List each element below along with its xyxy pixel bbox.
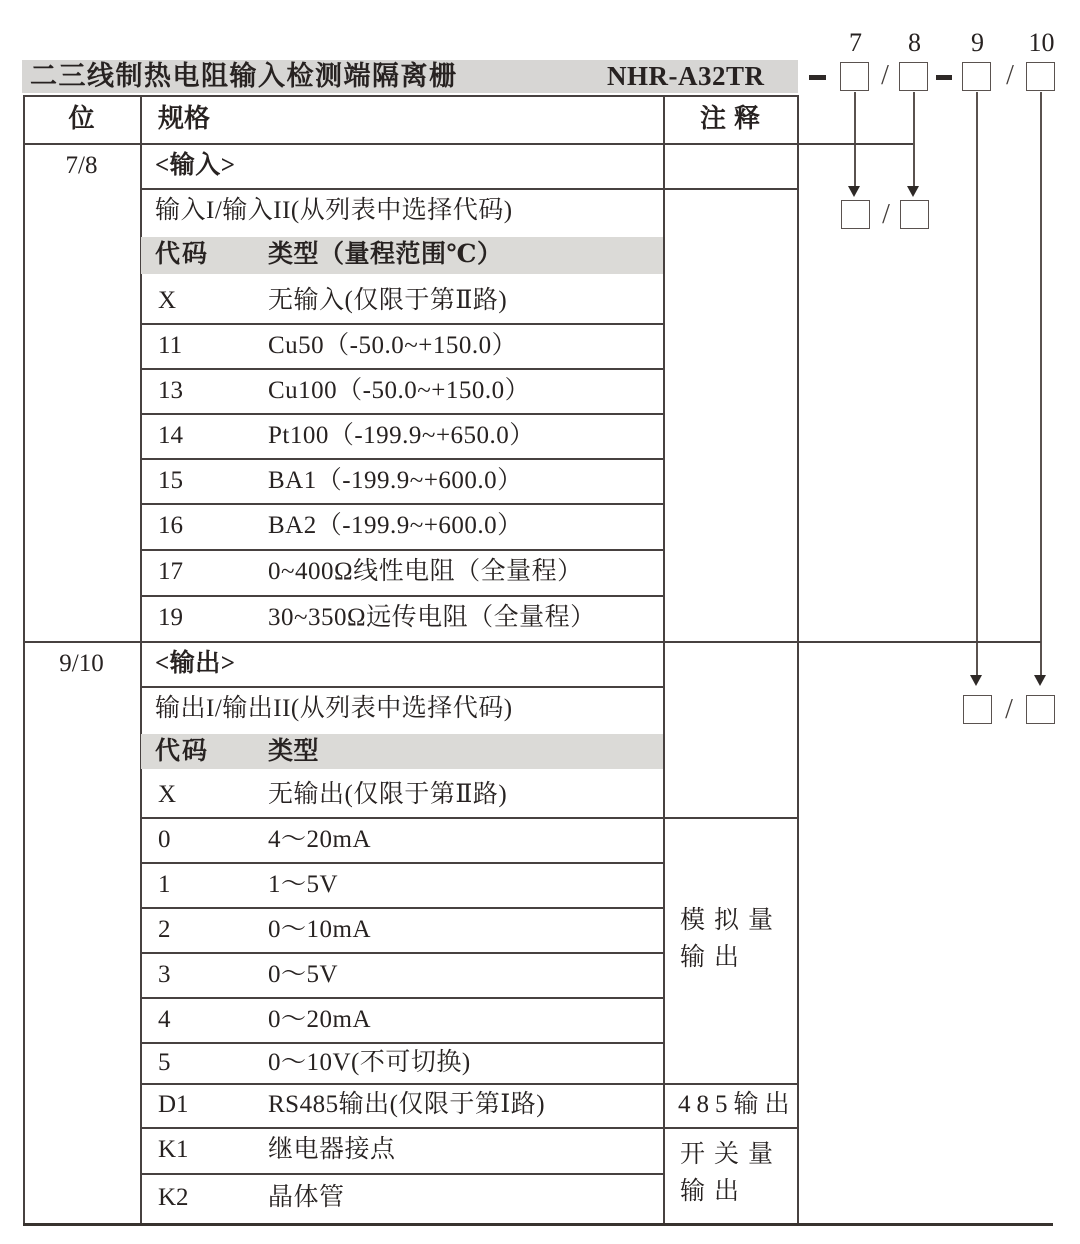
table-row xyxy=(140,1042,663,1083)
note-analog-output xyxy=(680,902,782,976)
slash-separator: / xyxy=(881,60,889,91)
table-row xyxy=(140,503,663,548)
code-box-10 xyxy=(1026,62,1055,91)
dash-separator xyxy=(809,75,826,80)
subtitle-text: 输出I/输出II(从列表中选择代码) xyxy=(155,695,513,722)
row-type: Pt100（-199.9~+650.0） xyxy=(268,422,535,449)
table-row xyxy=(140,458,663,503)
connector-line-9 xyxy=(976,92,978,676)
table-row xyxy=(140,278,663,323)
slash-separator: / xyxy=(1006,60,1014,91)
row-code: 14 xyxy=(158,422,183,449)
section-title-text: <输入> xyxy=(155,152,236,179)
table-row xyxy=(140,907,663,952)
row-type: 0~400Ω线性电阻（全量程） xyxy=(268,558,583,585)
header-position: 位 xyxy=(68,104,95,133)
note-line: 模拟量 xyxy=(680,907,783,934)
row-type: 无输入(仅限于第Ⅱ路) xyxy=(268,287,508,314)
section-title-input xyxy=(140,143,663,188)
row-code: K1 xyxy=(158,1136,189,1163)
digit-label-10: 10 xyxy=(1028,28,1055,57)
row-type: 无输出(仅限于第Ⅱ路) xyxy=(268,781,508,808)
table-row xyxy=(140,1173,663,1223)
code-box-8 xyxy=(899,62,928,91)
type-header: 类型 xyxy=(268,738,320,765)
note-line: 输出 xyxy=(680,944,749,971)
table-row xyxy=(140,1083,663,1127)
note-line: 输出 xyxy=(680,1178,749,1205)
row-code: 1 xyxy=(158,871,171,898)
row-code: 15 xyxy=(158,467,183,494)
note-line: 开关量 xyxy=(680,1141,783,1168)
table-row xyxy=(140,817,663,862)
header-note: 注释 xyxy=(699,104,768,133)
digit-label-9: 9 xyxy=(971,28,984,57)
row-code: X xyxy=(158,287,177,314)
row-type: 0～20mA xyxy=(268,1006,372,1033)
row-code: 17 xyxy=(158,558,183,585)
digit-label-7: 7 xyxy=(849,28,862,57)
code-box-9 xyxy=(962,62,991,91)
row-code: D1 xyxy=(158,1091,189,1118)
header-spec: 规格 xyxy=(158,104,211,133)
row-code: K2 xyxy=(158,1184,189,1211)
row-code: 5 xyxy=(158,1049,171,1076)
table-row xyxy=(140,1127,663,1173)
code-header: 代码 xyxy=(155,738,210,765)
type-header: 类型（量程范围℃） xyxy=(268,241,503,268)
connector-line-10 xyxy=(1040,92,1042,676)
section-subtitle-input xyxy=(140,188,663,233)
table-row xyxy=(140,952,663,997)
connector-line-8 xyxy=(913,92,915,188)
table-row xyxy=(140,368,663,413)
row-code: 19 xyxy=(158,604,183,631)
arrowhead-7 xyxy=(848,186,860,197)
model-number: NHR-A32TR xyxy=(607,61,765,91)
row-type: Cu50（-50.0~+150.0） xyxy=(268,332,518,359)
table-border-right xyxy=(797,95,799,1225)
row-code: 3 xyxy=(158,961,171,988)
table-row xyxy=(140,323,663,368)
arrowhead-10 xyxy=(1034,675,1046,686)
code-header-row-input xyxy=(140,232,663,277)
slash-separator: / xyxy=(882,199,890,230)
page-title: 二三线制热电阻输入检测端隔离栅 xyxy=(30,61,458,91)
section-title-text: <输出> xyxy=(155,650,236,677)
code-header: 代码 xyxy=(155,241,210,268)
note-switch-output xyxy=(680,1136,782,1210)
table-row xyxy=(140,595,663,640)
row-type: 0～10V(不可切换) xyxy=(268,1049,471,1076)
row-type: RS485输出(仅限于第Ⅰ路) xyxy=(268,1091,546,1118)
row-type: Cu100（-50.0~+150.0） xyxy=(268,377,531,404)
column-divider-note xyxy=(663,95,665,1225)
dash-separator xyxy=(936,75,952,80)
row-type: 30~350Ω远传电阻（全量程） xyxy=(268,604,596,631)
position-cell-output: 9/10 xyxy=(59,650,104,677)
callout-box-7 xyxy=(841,200,870,229)
row-type: BA1（-199.9~+600.0） xyxy=(268,467,523,494)
table-border-bottom xyxy=(23,1223,1053,1226)
callout-box-10 xyxy=(1026,695,1055,724)
callout-box-9 xyxy=(963,695,992,724)
connector-line-7 xyxy=(854,92,856,188)
row-type: 继电器接点 xyxy=(268,1136,396,1163)
row-type: 0～5V xyxy=(268,961,339,988)
slash-separator: / xyxy=(1005,694,1013,725)
code-box-7 xyxy=(840,62,869,91)
row-type: 晶体管 xyxy=(268,1184,345,1211)
arrowhead-9 xyxy=(970,675,982,686)
row-code: 2 xyxy=(158,916,171,943)
row-type: 1～5V xyxy=(268,871,339,898)
section-subtitle-output xyxy=(140,686,663,731)
table-row xyxy=(140,772,663,817)
subtitle-text: 输入I/输入II(从列表中选择代码) xyxy=(155,197,513,224)
row-type: BA2（-199.9~+600.0） xyxy=(268,512,523,539)
section-title-output xyxy=(140,641,663,686)
table-row xyxy=(140,862,663,907)
note-rs485-output: 485输出 xyxy=(678,1091,796,1118)
callout-box-8 xyxy=(900,200,929,229)
row-code: 16 xyxy=(158,512,183,539)
row-type: 0～10mA xyxy=(268,916,372,943)
row-code: 4 xyxy=(158,1006,171,1033)
row-type: 4～20mA xyxy=(268,826,372,853)
row-code: 11 xyxy=(158,332,183,359)
row-code: 0 xyxy=(158,826,171,853)
arrowhead-8 xyxy=(907,186,919,197)
table-row xyxy=(140,549,663,594)
row-code: 13 xyxy=(158,377,183,404)
code-header-row-output xyxy=(140,729,663,774)
position-cell-input: 7/8 xyxy=(65,152,98,179)
table-row xyxy=(140,997,663,1042)
table-row xyxy=(140,413,663,458)
row-code: X xyxy=(158,781,177,808)
digit-label-8: 8 xyxy=(908,28,921,57)
